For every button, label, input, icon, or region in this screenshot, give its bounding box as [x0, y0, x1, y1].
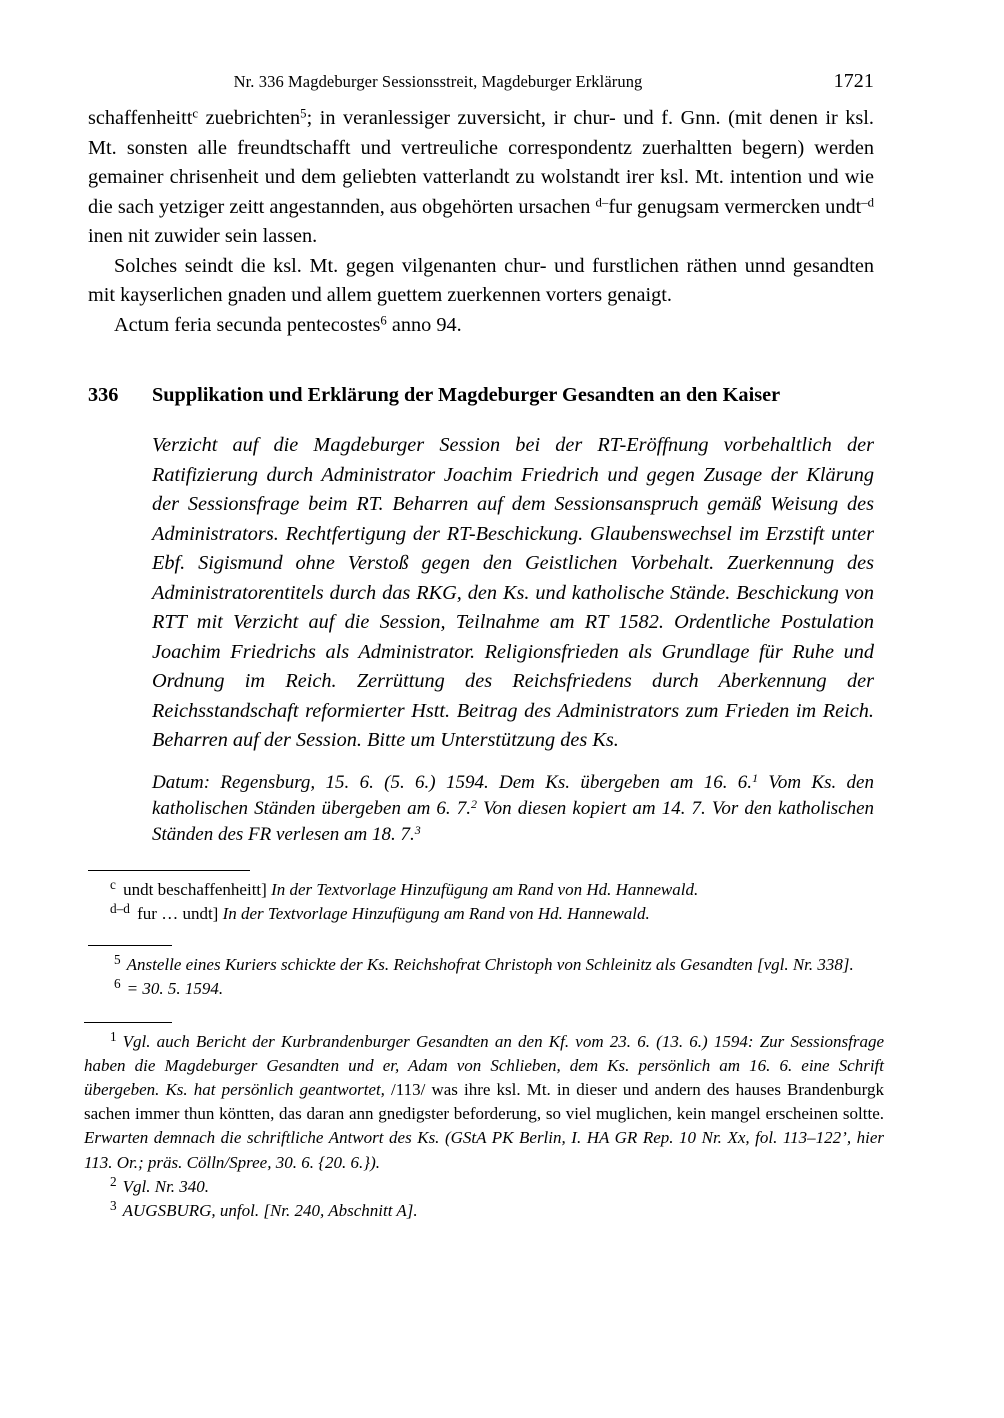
note-marker-6: 6 [380, 312, 387, 327]
footnote-number-1: 1 [110, 1028, 117, 1044]
body-footnotes-list [88, 953, 874, 1002]
body-paragraph-1 [88, 104, 874, 252]
para1-segment-b: zuebrichten [198, 107, 301, 129]
note-marker-d-open: d– [595, 194, 609, 209]
datum-segment-1: Datum: Regensburg, 15. 6. (5. 6.) 1594. Dem Ks. übergeben am 16. 6. [152, 771, 753, 793]
body-paragraph-2: Solches seindt die ksl. Mt. gegen vilgenanten chur- und furstlichen räthen unnd gesandten mit kayserlichen gnaden und allem guettem zuerkennen vorters genaigt. [88, 254, 874, 306]
footnote-marker-2: 2 [471, 796, 478, 811]
footnote-marker-3: 3 [414, 822, 421, 837]
para3-segment-b: anno 94. [386, 313, 462, 336]
footnote-number-5: 5 [114, 951, 121, 967]
apparatus-section [88, 870, 874, 927]
section-footnotes-separator-rule [84, 1022, 172, 1023]
running-head-title: Nr. 336 Magdeburger Sessionsstreit, Magdeburger Erklärung [233, 72, 643, 91]
para1-segment-e: inen nit zuwider sein lassen. [88, 225, 318, 247]
footnote-text-3: AUGSBURG, unfol. [Nr. 240, Abschnitt A]. [122, 1200, 418, 1220]
apparatus-note-text-d: In der Textvorlage Hinzufügung am Rand von Hd. Hannewald. [218, 904, 650, 923]
apparatus-marker-d: d–d [110, 901, 130, 917]
footnote-marker-1: 1 [752, 770, 759, 785]
footnote-number-2: 2 [110, 1173, 117, 1189]
note-marker-d-close: –d [861, 194, 874, 209]
page-content [84, 70, 884, 1223]
note-marker-c: c [192, 106, 199, 121]
section-title: Supplikation und Erklärung der Magdeburger Gesandten an den Kaiser [152, 384, 781, 406]
datum-text [152, 770, 874, 848]
para1-segment-c: ; in veranlessiger zuversicht, ir chur- und f. Gnn. (mit denen ir ksl. Mt. sonsten alle freundtschafft und vertreuliche correspondentz zuerhaltten begern) werden gemainer chrisenheit und dem geliebten vatterlandt zu wolstandt irer ksl. Mt. intention und wie die sach yetziger zeitt angestannden, aus obgehörten ursachen [88, 107, 874, 218]
footnote-6 [88, 977, 874, 1002]
datum-block [152, 770, 874, 848]
footnote-text-5: Anstelle eines Kuriers schickte der Ks. Reichshofrat Christoph von Schleinitz als Gesandten [vgl. Nr. 338]. [126, 954, 854, 974]
apparatus-note-c [110, 878, 874, 903]
footnote-number-3: 3 [110, 1197, 117, 1213]
page-number: 1721 [833, 70, 874, 92]
body-text-block [88, 104, 874, 340]
regest-abstract [152, 431, 874, 756]
section-heading [88, 384, 874, 407]
para1-segment-a: schaffenheitt [88, 107, 193, 129]
footnote-text-6: = 30. 5. 1594. [126, 979, 224, 998]
footnote-1-segment-roman: /113/ was ihre ksl. Mt. in dieser und andern des hauses Brandenburgk sachen immer thun köntten, das daran ann gnedigster beforderung, so viel muglichen, kein mangel erscheinen soltte. [84, 1079, 884, 1124]
apparatus-lemma-d: fur … undt] [132, 904, 219, 923]
note-marker-5: 5 [300, 106, 307, 121]
running-head [88, 70, 874, 104]
body-footnotes-section [88, 945, 874, 1002]
section-number: 336 [88, 384, 119, 406]
apparatus-separator-rule [88, 870, 250, 871]
footnote-1-segment-italic-a: Vgl. auch Bericht der Kurbrandenburger Gesandten an den Kf. vom 23. 6. (13. 6.) 1594: Zur Sessionsfrage haben die Magdeburger Gesandten und er, Adam von Schlieben, dem Ks. persönlich am 16. 6. eine Schrift übergeben. Ks. hat persönlich geantwortet, [84, 1031, 884, 1099]
apparatus-note-text-c: In der Textvorlage Hinzufügung am Rand von Hd. Hannewald. [266, 879, 699, 899]
footnote-text-2: Vgl. Nr. 340. [122, 1176, 210, 1196]
section-footnotes-section [84, 1022, 884, 1224]
body-footnotes-separator-rule [88, 945, 172, 946]
footnote-number-6: 6 [114, 976, 121, 992]
apparatus-list [88, 878, 874, 927]
footnote-5 [88, 953, 874, 978]
footnote-2 [84, 1175, 884, 1199]
datum-segment-3: Von diesen kopiert am 14. 7. Vor den katholischen Ständen des FR verlesen am 18. 7. [152, 797, 875, 845]
para1-segment-d: fur genugsam vermercken undt [608, 195, 862, 218]
footnote-1-segment-italic-b: Erwarten demnach die schriftliche Antwort des Ks. (GStA PK Berlin, I. HA GR Rep. 10 Nr. Xx, fol. 113–122’, hier 113. Or.; präs. Cölln/Spree, 30. 6. {20. 6.}). [84, 1128, 884, 1172]
footnote-1 [84, 1030, 884, 1175]
body-paragraph-3 [88, 311, 874, 341]
footnote-3 [84, 1199, 884, 1223]
apparatus-note-d [110, 902, 874, 927]
datum-segment-2: Vom Ks. den katholischen Ständen übergeben am 6. 7. [152, 771, 874, 819]
section-footnotes-list [84, 1030, 884, 1224]
regest-text: Verzicht auf die Magdeburger Session bei der RT-Eröffnung vorbehaltlich der Ratifizierung durch Administrator Joachim Friedrich und gegen Zusage der Klärung der Sessionsfrage beim RT. Beharren auf dem Sessionsanspruch gemäß Weisung des Administrators. Rechtfertigung der RT-Beschickung. Glaubenswechsel im Erzstift unter Ebf. Sigismund ohne Verstoß gegen den Geistlichen Vorbehalt. Zuerkennung des Administratorentitels durch das RKG, den Ks. und katholische Stände. Beschickung von RTT mit Verzicht auf die Session, Teilnahme am RT 1582. Ordentliche Postulation Joachim Friedrichs als Administrator. Religionsfrieden als Grundlage für Ruhe und Ordnung im Reich. Zerrüttung des Reichsfriedens durch Aberkennung der Reichsstandschaft reformierter Hstt. Beitrag des Administrators zum Frieden im Reich. Beharren auf der Session. Bitte um Unterstützung des Ks. [152, 434, 874, 751]
para3-segment-a: Actum feria secunda pentecostes [114, 313, 381, 336]
apparatus-lemma-c: undt beschaffenheitt] [118, 879, 267, 899]
apparatus-marker-c: c [110, 876, 116, 892]
